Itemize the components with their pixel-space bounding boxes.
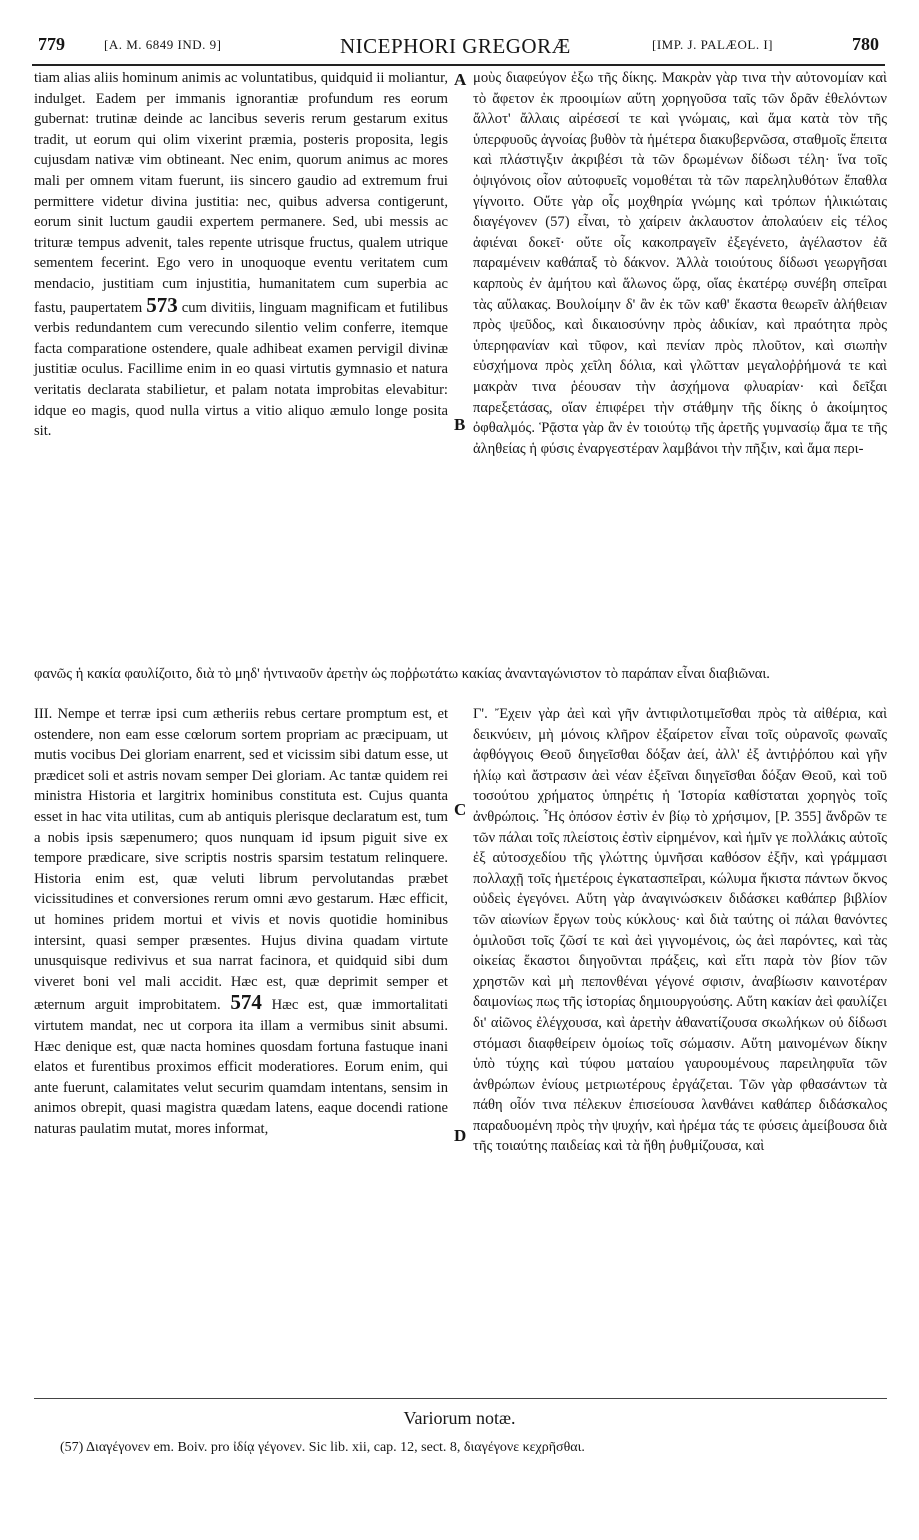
right-emperor-bracket: [IMP. J. PALÆOL. I] (652, 37, 773, 52)
footnote-57: (57) Διαγέγονεν em. Boiv. pro ἰδίᾳ γέγονεν. Sic lib. xii, cap. 12, sect. 8, διαγέγονε κεχρῆσθαι. (60, 1440, 585, 1455)
latin-text-1a: tiam alias aliis hominum animis ac voluntatibus, quidquid ii moliantur, indulget. Eadem per immanis ignorantiæ profundum res eorum gubernat: trutinæ deinde ac lancibus severis rerum gestarum exitus tradit, ut eorum qui olim vixerint præmia, posteris proposita, legis cujusdam nativæ vim obtineant. Nec enim, quorum animus ac mores mali per omnem vitam fuerunt, iis sincero gaudio ad extremum frui permittere videtur divina justitia: nec, quibus adversa contigerunt, eorum sinit luctum gaudii expertem permanere. Sed, ubi messis ac trituræ tempus advenit, tales repente utrisque fructus, qualem utrique sementem fecerint. Ego vero in unoquoque eventu veritatem cum mendacio, justitiam cum injustitia, humanitatem cum superbia ac fastu, paupertatem (34, 70, 448, 316)
greek-column-upper (473, 68, 887, 459)
latin-column-upper (34, 68, 448, 442)
left-column-number: 779 (38, 34, 65, 54)
notes-heading: Variorum notæ. (403, 1408, 516, 1428)
margin-mark-b: B (454, 415, 466, 434)
latin-text-1b: cum divitiis, linguam magnificam et futilibus verbis redundantem cum verecundo silentio velim conferre, itemque facta comparatione ostendere, quale adhibeat examen pervigil divinæ justitiæ oculus. Facillime enim in eo quasi virtutis gymnasio et natura veritatis declarata stabilietur, et palam notata improbitas elevabitur: idque eo magis, quod nulla virtus a vitio aliquo æmulo longe posita sit. (34, 299, 448, 440)
margin-mark-d: D (454, 1126, 467, 1145)
latin-column-lower (34, 704, 448, 1139)
right-column-number: 780 (852, 34, 879, 54)
greek-column-lower (473, 704, 887, 1157)
greek-full-width-continuation (34, 664, 887, 685)
greek-paragraph-1: μοὺς διαφεύγον ἐξω τῆς δίκης. Μακρὰν γὰρ τινα τὴν αὐτονομίαν καὶ τὸ ἄφετον ἐκ προοιμίων αὕτη χορηγοῦσα ταῖς τῶν δρᾶν ἐθελόντων ἄλλοτ' ἄλλαις αἱρέσεσί τε καὶ γνώμαις, καὶ ἅμα κατὰ τὸν τῆς ὑπερφυοῦς ἀγνοίας βυθὸν τὰ ἡμέτερα διακυβερνῶσα, σταθμοῖς ἔπειτα καὶ πλάστιγξιν ἀκριβέσι τὰ τῶν δρωμένων δίδωσι τέλη· ἵνα τοῖς ὀψιγόνοις οἷον αὐτοφυεῖς νομοθέται τὰ τῶν παρεληλυθότων ἔπαθλα γίγνοιτο. Οὔτε γὰρ οἷς μοχθηρία γνώμης καὶ τρόπων ἡλικιώταις διαγέγονεν (57) εἶναι, τὸ χαίρειν ἀκλαυστον ἀπολαύειν εἰς τέλος ἀφιέναι δοκεῖ· οὔτε οἷς κακοπραγεῖν ἐξεγένετο, ἀγέλαστον ἐᾶ παραμένειν καθάπαξ τὸ δάκνον. Ἀλλὰ τοιούτους δίδωσι γεωργῆσαι καρποὺς ἐν ἀμήτου καὶ ἅλωνος ὥρᾳ, οἵας ἑκατέρῳ συνέβη σπεῖραι τὰς αὔλακας. Βουλοίμην δ' ἂν ἐκ τῶν καθ' ἕκαστα θεωρεῖν ἀλήθειαν πρὸς ψεῦδος, καὶ δικαιοσύνην πρὸς ἀδικίαν, καὶ πραότητα πρὸς ὑπερηφανίαν καὶ τῦφον, καὶ πενίαν πρὸς πλοῦτον, καὶ σιωπὴν εὐσχήμονα πρὸς χεῖλη δόλια, καὶ γλῶτταν μεγαλοῤῥήμονά τε καὶ μακρὰν τινα ῥέουσαν τὴν ἀσχήμονα φλυαρίαν· καὶ δεῖξαι παρεξετάσας, οἵαν ἐπιφέρει τὴν στάθμην τῆς δίκης ὁ ἀκοίμητος ὀφθαλμός. Ῥᾷστα γὰρ ἂν ἐν τοιούτῳ τῆς ἀρετῆς γυμνασίῳ ἅμα τε τῆς ἀληθείας ἡ φύσις ἐναργεστέραν λαμβάνοι τὴν πῆξιν, καὶ ἅμα περι- (473, 70, 887, 457)
latin-paragraph-1 (34, 68, 448, 442)
margin-mark-c: C (454, 800, 467, 819)
greek-continuation-text: φανῶς ἡ κακία φαυλίζοιτο, διὰ τὸ μηδ' ἡντιναοῦν ἀρετὴν ὡς ποῤῥωτάτω κακίας ἀνανταγώνιστον τὸ παράπαν εἶναι διαβιῶναι. (34, 666, 770, 682)
page-title: NICEPHORI GREGORÆ (340, 34, 571, 58)
margin-mark-a: A (454, 70, 467, 89)
latin-paragraph-2 (34, 704, 448, 1139)
running-head (32, 34, 885, 66)
notes-divider (34, 1398, 887, 1399)
latin-text-2b: Hæc est, quæ immortalitati virtutem mandat, nec ut corpora ita illam a vermibus sinit absumi. Hæc denique est, quæ nacta homines quosdam fortuna fastuque inani elatos et furentibus proximos efficit moderatiores. Eorum enim, qui ante fuerunt, calamitates velut securim quamdam intentans, sensim in animos obrepit, quasi magistra quædam latens, eaque docendi ratione naturas paulatim mutat, mores informat, (34, 997, 448, 1137)
page-number-574: 574 (230, 990, 262, 1015)
page-number-573: 573 (146, 292, 178, 317)
latin-text-2a: III. Nempe et terræ ipsi cum ætheriis rebus certare promptum est, et ostendere, non eam esse cœlorum sortem propriam ac præcipuam, ut mutis vocibus Dei gloriam enarrent, sed et vicissim sibi datum esse, ut prædicet soli et astris novam semper Dei gloriam. Ac tantæ quidem rei ministra Historia et largitrix hominibus constituta est. Cujus quanta esset in hac vita utilitas, cum ab antiquis plerisque declaratum est, tum a nobis ipsis sæpenumero; quos nunquam id ipsum piguit sive ex tempore prædicare, sive scriptis nostris sparsim testatum relinquere. Historia enim est, quæ veluti librum pervolutandas præbet vicissitudines et conversiones rerum omni ævo gestarum. Hæc efficit, ut homines pridem mortui et vivis et novis quotidie hominibus intersint, quasi semper præsentes. Hujus divina quadam virtute unusquisque redivivus et sua narrat facinora, et quidquid sibi dum viveret boni vel mali accidit. Hæc est, quæ deprimit semper et æternum arguit improbitatem. (34, 706, 448, 1014)
greek-paragraph-2: Γ'. Ἔχειν γὰρ ἀεὶ καὶ γῆν ἀντιφιλοτιμεῖσθαι πρὸς τὰ αἰθέρια, καὶ δεικνύειν, μὴ μόνοις κλῆρον ἐξαίρετον εἶναι τοῖς οὐρανοῖς φωναῖς ἀφθόγγοις Θεοῦ διηγεῖσθαι δόξαν ἀεί, ἀλλ' ἐξ ἀντιῤῥόπου καὶ γῆν ἡλίῳ καὶ ἄστρασιν ἀεὶ νέαν ἐξεῖναι διηγεῖσθαι δόξαν Θεοῦ, καὶ τοῦ τοσούτου χρήματος ὑπηρέτις ἡ Ἱστορία καθίσταται χορηγὸς τοῖς ἀνθρώποις. Ἧς ὁπόσον ἐστὶν ἐν βίῳ τὸ χρήσιμον, [P. 355] ἄνδρῶν τε τῶν πάλαι τοῖς πλείστοις ἐστὶν εἰρημένον, καὶ ἡμῖν γε πολλάκις αὐτοῖς ἐξ αὐτοσχεδίου τῆς γλώττης ὑμνῆσαι καθόσον ἐξῆν, καὶ γράμμασι πολλαχῇ τοῖς ἡμετέροις ἐγκατασπεῖραι, κώλυμα ἥκιστα πάντων ὄκνος οὐδεὶς ἐγεγόνει. Αὕτη γὰρ ἀναγινώσκειν διδάσκει καθάπερ βιβλίον τῶν αἰωνίων ἔργων τοὺς κύκλους· καὶ διὰ ταύτης οἱ πάλαι θανόντες ὁμιλοῦσι τοῖς ζῶσί τε καὶ ἀεὶ γιγνομένοις, ὡς ἀεὶ παρόντες, καὶ τὰς οἰκείας ἕκαστοι διηγοῦνται πράξεις, καὶ εἴτι παρὰ τὸν βίον τῶν χρηστῶν καὶ μὴ πεπονθέναι γέγονέ σφισιν, ἀναβίωσιν καινοτέραν δαιμονίως πως τῆς ἱστορίας δημιουργούσης. Αὕτη κακίαν ἀεὶ φαυλίζει δι' αἰῶνος ἐλέγχουσα, καὶ ἀρετὴν ἀθανατίζουσα σκωλήκων οὐ δίδωσι στόμασι διαφθείρειν ὁμοίως τοῖς σώμασιν. Αὕτη μαινομένων δίκην ὑπὸ τύχης καὶ τύφου ματαίου γαυρουμένους παρειληφυῖα τῶν ἀνθρώπων ἐνίους μετριωτέρους ἐργάζεται. Τῶν γὰρ φθασάντων τὰ πάθη οἷόν τινα πέλεκυν ἐπισείουσα λανθάνει καθάπερ διδάσκαλος παραδυομένη πρὸς τὴν ψυχήν, καὶ ἠρέμα τάς τε φύσεις ἀμείβουσα διὰ τῆς τοιαύτης παιδείας καὶ τὰ ἤθη ῥυθμίζουσα, καὶ (473, 706, 887, 1155)
left-date-bracket: [A. M. 6849 IND. 9] (104, 37, 222, 52)
